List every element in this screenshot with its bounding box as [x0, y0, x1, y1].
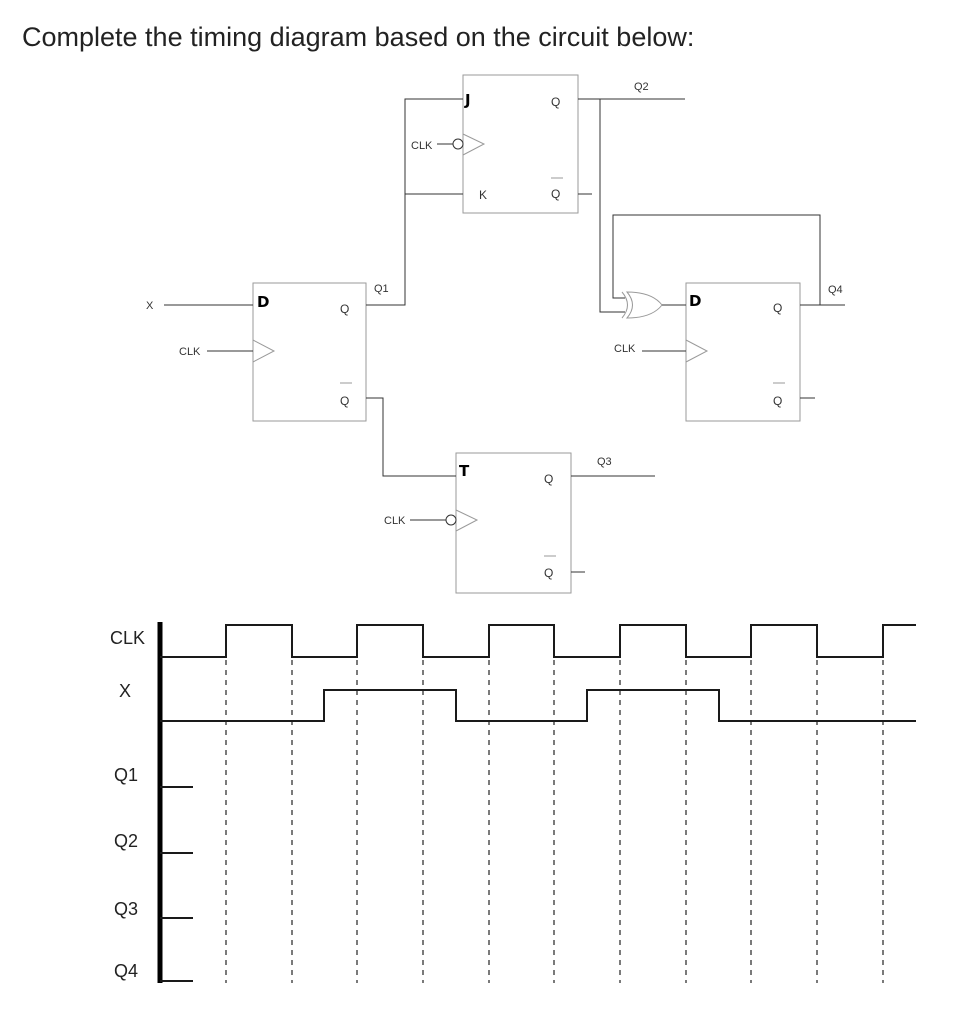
clk-waveform	[160, 625, 916, 657]
label-q2: Q2	[634, 81, 649, 93]
wire-q1bar-to-t	[366, 398, 456, 476]
timing-label-x: X	[119, 681, 132, 701]
x-waveform	[160, 690, 916, 721]
jk-ff-qbar-label: Q	[551, 187, 561, 201]
timing-label-q1: Q1	[114, 765, 139, 785]
jk-ff-q-label: Q	[551, 95, 561, 109]
d-ff-2-qbar-label: Q	[773, 394, 783, 408]
timing-label-clk: CLK	[110, 628, 146, 648]
t-ff-clock-bubble	[446, 515, 456, 525]
jk-ff-k-label: K	[479, 188, 488, 202]
xor-gate-extra-arc	[622, 292, 628, 318]
jk-ff-j-label: J	[465, 91, 471, 109]
label-clk-d1: CLK	[179, 346, 201, 358]
label-q4: Q4	[828, 284, 843, 296]
xor-gate	[622, 292, 662, 318]
d-ff-2-body	[686, 283, 800, 421]
circuit-diagram	[146, 75, 845, 593]
d-flip-flop-1	[253, 283, 366, 421]
t-flip-flop	[446, 453, 571, 593]
timing-diagram	[110, 622, 916, 983]
wire-q1-to-j	[366, 99, 463, 305]
t-ff-t-label: T	[459, 462, 470, 480]
t-ff-body	[456, 453, 571, 593]
jk-flip-flop	[453, 75, 578, 213]
t-ff-qbar-label: Q	[544, 566, 554, 580]
jk-ff-clock-bubble	[453, 139, 463, 149]
d-flip-flop-2	[686, 283, 800, 421]
d-ff-2-input-label: D	[689, 292, 702, 310]
label-clk-jk: CLK	[411, 140, 433, 152]
label-q3: Q3	[597, 456, 612, 468]
xor-gate-body	[627, 292, 662, 318]
d-ff-1-q-label: Q	[340, 302, 350, 316]
label-clk-d2: CLK	[614, 343, 636, 355]
label-q1: Q1	[374, 283, 389, 295]
label-x-input: X	[146, 300, 154, 312]
timing-label-q4: Q4	[114, 961, 139, 981]
d-ff-2-q-label: Q	[773, 301, 783, 315]
timing-label-q2: Q2	[114, 831, 139, 851]
question-title: Complete the timing diagram based on the circuit below:	[22, 22, 695, 52]
timing-label-q3: Q3	[114, 899, 139, 919]
t-ff-q-label: Q	[544, 472, 554, 486]
d-ff-1-input-label: D	[257, 293, 270, 311]
d-ff-1-qbar-label: Q	[340, 394, 350, 408]
label-clk-t: CLK	[384, 515, 406, 527]
